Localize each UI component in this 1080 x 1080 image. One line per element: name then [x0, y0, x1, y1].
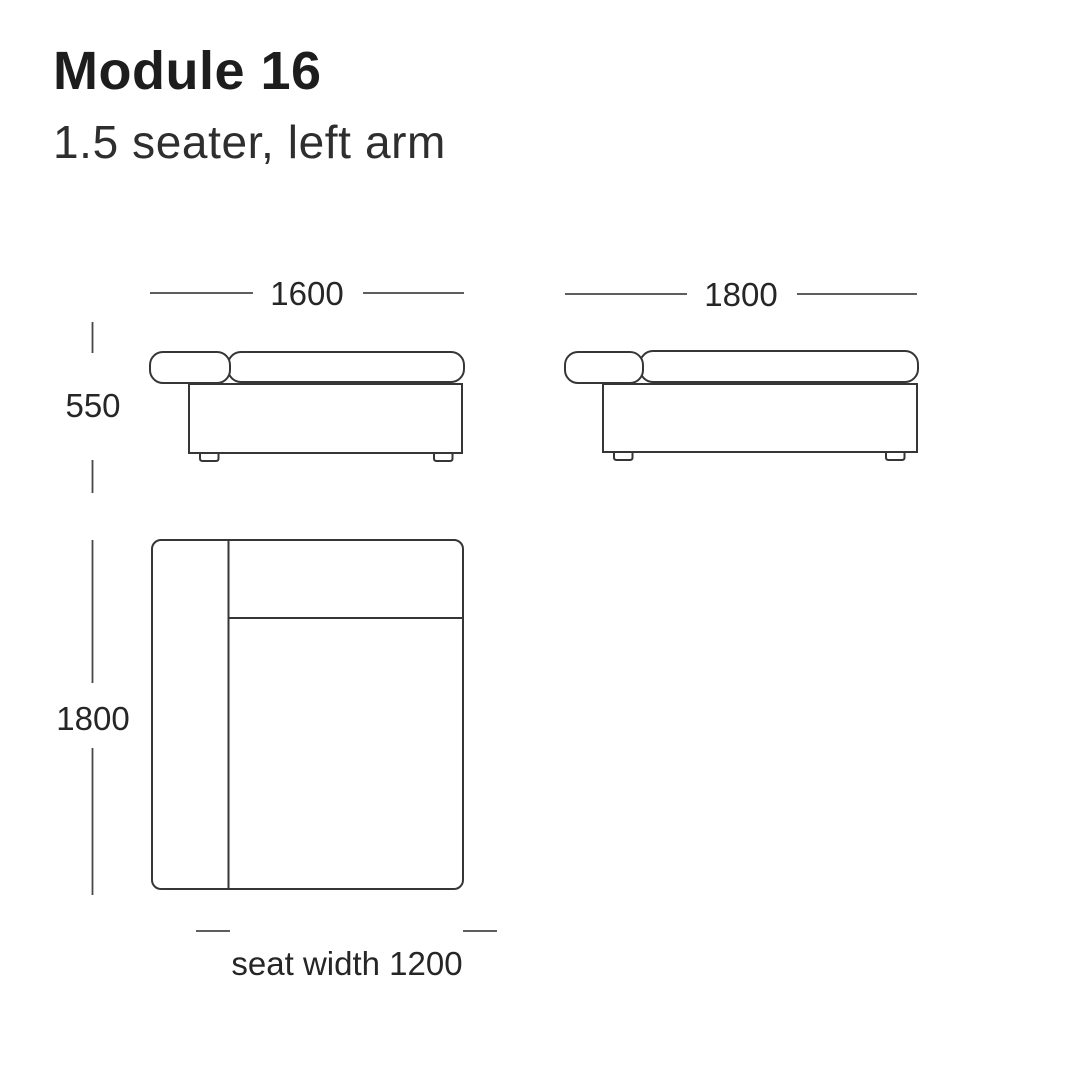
sofa-foot-left [614, 452, 633, 460]
page-subtitle: 1.5 seater, left arm [53, 116, 446, 168]
module-outline [152, 540, 463, 889]
dim-label-width-1600: 1600 [270, 275, 344, 312]
page-title: Module 16 [53, 41, 322, 101]
sofa-foot-right [434, 453, 453, 461]
sofa-foot-right [886, 452, 905, 460]
sofa-foot-left [200, 453, 219, 461]
arm-cushion-left [150, 352, 230, 383]
front-view-1600 [150, 275, 464, 461]
dimension-depth-1800 [56, 540, 129, 895]
dim-label-height: 550 [65, 387, 121, 424]
sofa-base [603, 384, 917, 452]
seat-cushion [640, 351, 918, 382]
dimension-seat-width-1200 [196, 931, 497, 982]
dimension-width-1600 [150, 275, 464, 312]
seat-cushion [228, 352, 464, 382]
dimension-width-1800 [565, 276, 917, 313]
sofa-base [189, 384, 462, 453]
dim-label-width-1800: 1800 [704, 276, 778, 313]
front-view-1800 [565, 276, 918, 460]
sofa-front-small [150, 352, 464, 461]
sofa-front-large [565, 351, 918, 460]
dim-label-depth: 1800 [56, 700, 130, 737]
top-view [152, 540, 463, 889]
dimension-height-550 [65, 322, 120, 493]
dim-label-seat-width: seat width 1200 [231, 945, 463, 982]
arm-cushion-left [565, 352, 643, 383]
